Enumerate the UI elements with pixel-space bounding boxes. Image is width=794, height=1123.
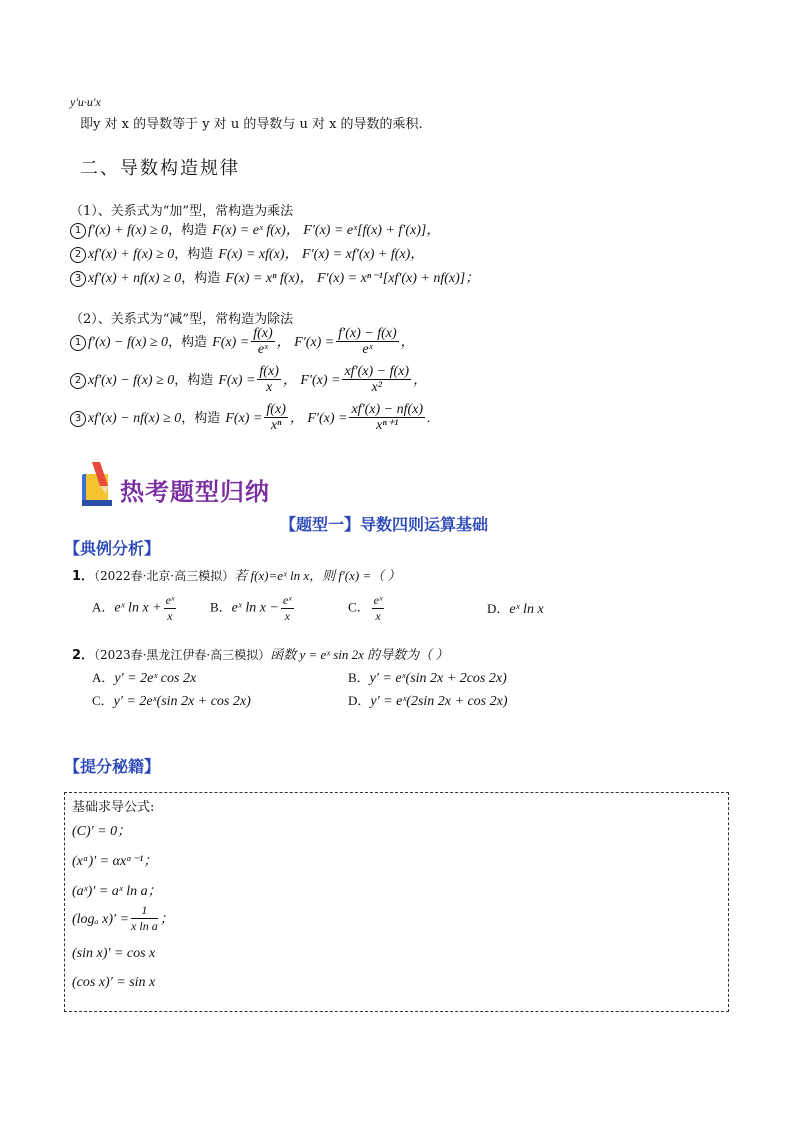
q2-option-d[interactable]: D．y′ = eˣ(2sin 2x + cos 2x) (348, 693, 508, 709)
fraction: $\frac{f(x)}{\text{xⁿ}}$ (266, 402, 286, 433)
formula-constant: (C)′ = 0； (72, 824, 132, 839)
fraction: $\frac{\text{eˣ}}{x}$ (165, 593, 175, 623)
formula-exponential: (aˣ)′ = aˣ ln a； (72, 884, 162, 899)
formula-sin: (sin x)′ = cos x (72, 946, 156, 961)
fraction: $\frac{\text{eˣ}}{x}$ (373, 593, 383, 623)
chain-rule-sentence: 即y 对 x 的导数等于 y 对 u 的导数与 u 对 x 的导数的乘积. (80, 117, 423, 132)
circled-number: 1 (70, 223, 86, 239)
fraction: $\frac{xf'(x) - nf(x)}{\text{xⁿ⁺¹}}$ (351, 402, 424, 433)
part1-item-3: 3 xf′(x) + nf(x) ≥ 0，构造 F(x) = xⁿ f(x)， F′(x) = xⁿ⁻¹[xf′(x) + nf(x)]； (70, 267, 479, 287)
formula-heading: 基础求导公式: (72, 800, 155, 815)
part1-heading: （1）、关系式为“加”型，常构造为乘法 (70, 204, 294, 219)
type-title: 【题型一】导数四则运算基础 (280, 515, 489, 534)
pencil-book-icon (78, 460, 118, 508)
part2-item-2: 2 xf′(x) − f(x) ≥ 0，构造 F(x) = $\frac{f(x)}{x}$ ， F′(x) = $\frac{xf'(x) - f(x)}{\text{x²}}$ ， (70, 364, 427, 395)
fraction: $\frac{xf'(x) - f(x)}{\text{x²}}$ (344, 364, 410, 395)
fraction: $\frac{f(x)}{\text{eˣ}}$ (253, 326, 273, 357)
q1-option-b[interactable]: B．eˣ ln x − $\frac{\text{eˣ}}{x}$ (210, 593, 292, 623)
q2-option-a[interactable]: A．y′ = 2eˣ cos 2x (92, 670, 197, 686)
circled-number: 2 (70, 247, 86, 263)
section-title: 二、导数构造规律 (80, 158, 240, 179)
part1-item-2: 2 xf′(x) + f(x) ≥ 0，构造 F(x) = xf(x)， F′(x) = xf′(x) + f(x)， (70, 243, 424, 263)
fraction: $\frac{1}{\text{x ln a}}$ (131, 903, 158, 933)
question-1: 1．（2022春·北京·高三模拟）若 f(x)=eˣ ln x，则 f′(x) =（ ） (72, 568, 401, 584)
circled-number: 3 (70, 411, 86, 427)
q1-option-a[interactable]: A．eˣ ln x + $\frac{\text{eˣ}}{x}$ (92, 593, 175, 623)
question-2: 2．（2023春·黑龙江伊春·高三模拟）函数 y = eˣ sin 2x 的导数为（ ） (72, 647, 449, 663)
banner-title: 热考题型归纳 (120, 478, 270, 506)
formula-log: (logₐ x)′ = $\frac{1}{\text{x ln a}}$ ； (72, 903, 174, 933)
q1-option-d[interactable]: D．eˣ ln x (487, 601, 544, 617)
q1-option-c[interactable]: C． $\frac{\text{eˣ}}{x}$ (348, 593, 383, 623)
circled-number: 1 (70, 335, 86, 351)
part1-item-1: 1 f′(x) + f(x) ≥ 0，构造 F(x) = eˣ f(x)， F′(x) = eˣ[f(x) + f′(x)]， (70, 219, 440, 239)
formula-box (64, 792, 729, 1012)
formula-power: (xᵅ)′ = αxᵅ⁻¹； (72, 854, 158, 869)
circled-number: 3 (70, 271, 86, 287)
q2-option-b[interactable]: B．y′ = eˣ(sin 2x + 2cos 2x) (348, 670, 507, 686)
fraction: $\frac{\text{eˣ}}{x}$ (282, 593, 292, 623)
part2-item-3: 3 xf′(x) − nf(x) ≥ 0，构造 F(x) = $\frac{f(x)}{\text{xⁿ}}$ ， F′(x) = $\frac{xf'(x) - nf(x)}{\text{xⁿ⁺¹}}$ . (70, 402, 431, 433)
example-label: 【典例分析】 (64, 539, 161, 558)
fraction: $\frac{f'(x) - f(x)}{\text{eˣ}}$ (338, 326, 397, 357)
tips-label: 【提分秘籍】 (64, 757, 161, 776)
part2-heading: （2）、关系式为“减”型，常构造为除法 (70, 312, 294, 327)
circled-number: 2 (70, 373, 86, 389)
part2-item-1: 1 f′(x) − f(x) ≥ 0，构造 F(x) = $\frac{f(x)}{\text{eˣ}}$ ， F′(x) = $\frac{f'(x) - f(x)}{\text{eˣ}}$ ， (70, 326, 415, 357)
fraction: $\frac{f(x)}{x}$ (259, 364, 279, 395)
formula-cos: (cos x)′ = sin x (72, 975, 156, 990)
chain-rule-formula: y'u·u'x (70, 95, 101, 109)
q2-option-c[interactable]: C．y′ = 2eˣ(sin 2x + cos 2x) (92, 693, 251, 709)
